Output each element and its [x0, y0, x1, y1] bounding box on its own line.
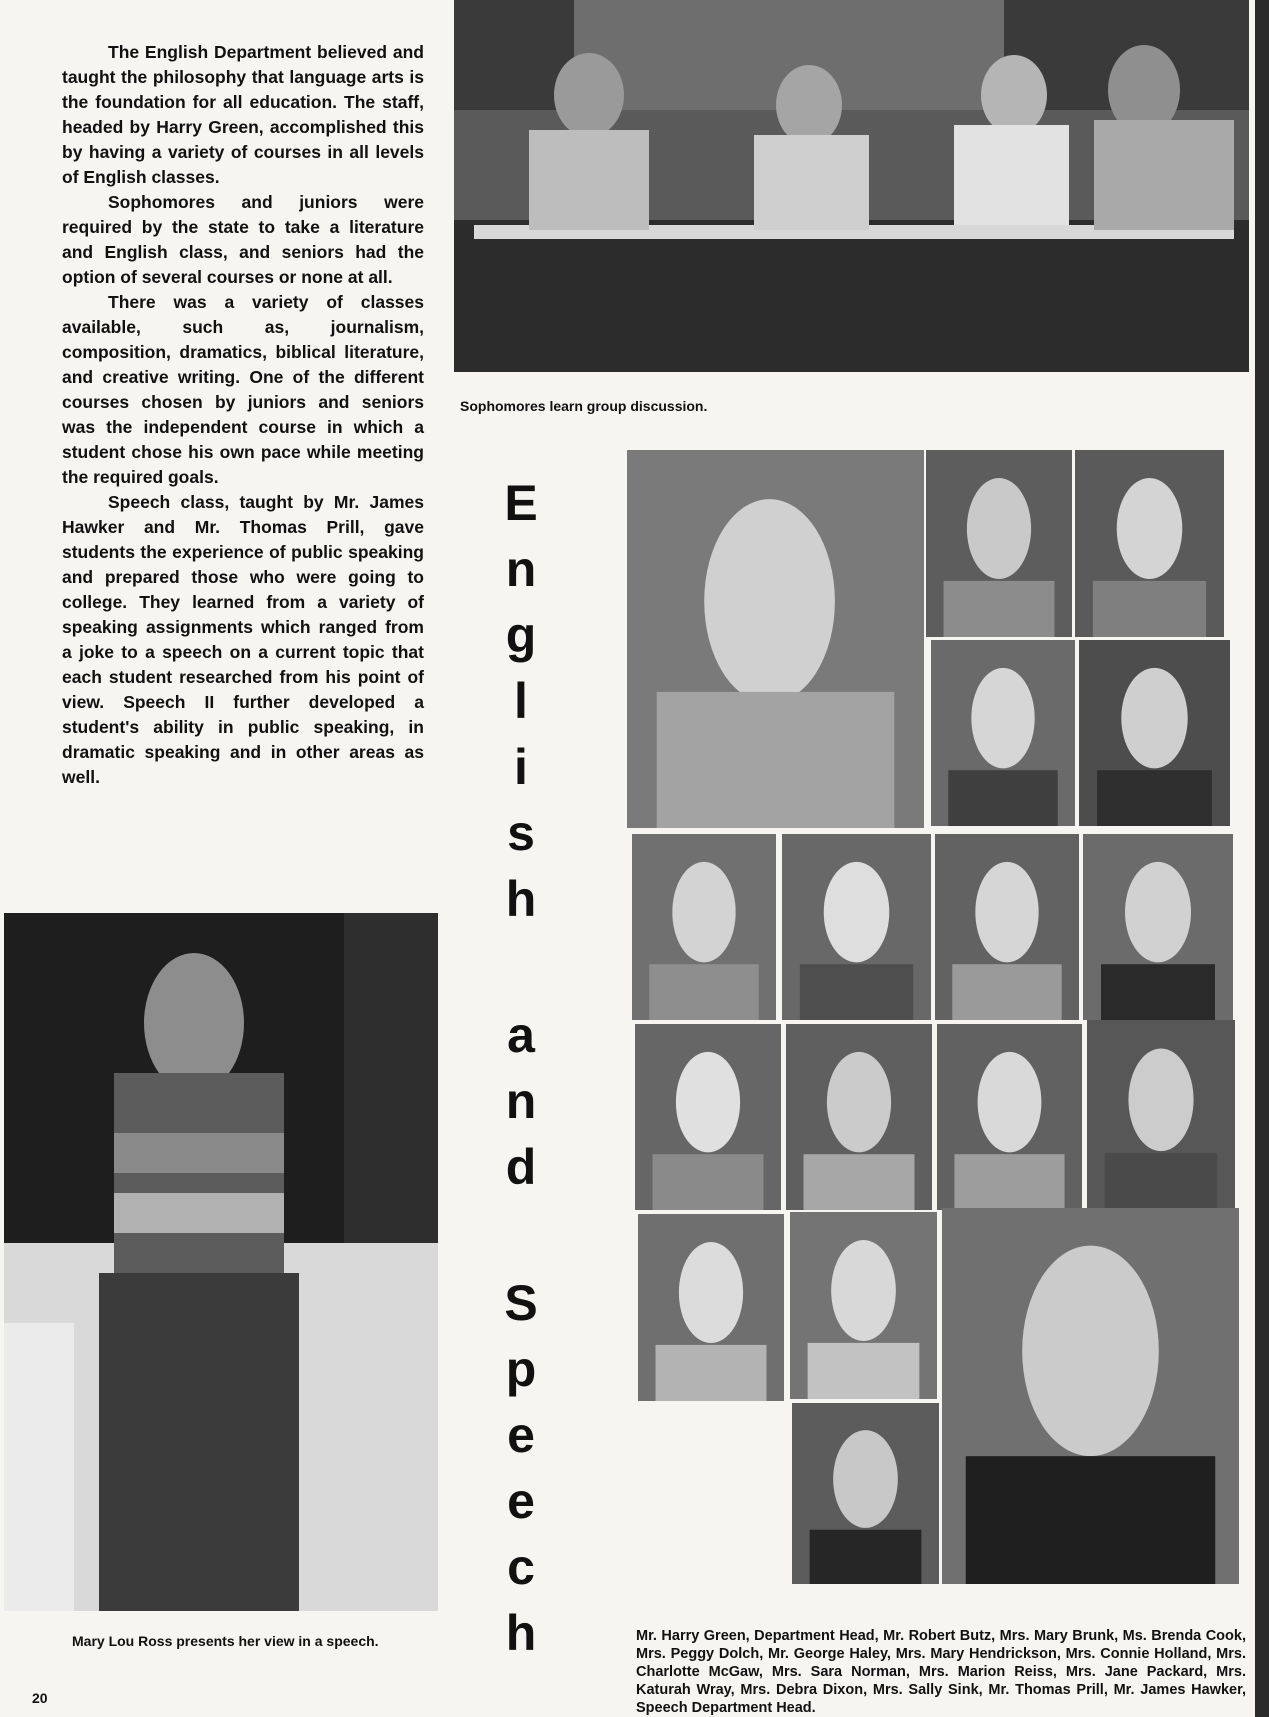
staff-portrait — [937, 1024, 1082, 1210]
speech-photo — [4, 913, 438, 1611]
title-letter: h — [505, 1605, 537, 1661]
page-number: 20 — [32, 1690, 48, 1706]
title-letter: l — [514, 673, 528, 729]
staff-portrait — [782, 834, 931, 1020]
title-letter: a — [507, 1007, 535, 1063]
section-title — [492, 470, 550, 1666]
paragraph-1: The English Department believed and taught the philosophy that language arts is the foundation for all education. The staff, headed by Harry Green, accomplished this by having a variety of courses in all levels of English classes. — [62, 42, 424, 187]
staff-portrait — [638, 1214, 784, 1401]
title-letter: d — [505, 1139, 537, 1195]
staff-caption: Mr. Harry Green, Department Head, Mr. Robert Butz, Mrs. Mary Brunk, Ms. Brenda Cook, Mrs. Peggy Dolch, Mr. George Haley, Mrs. Mary Hendrickson, Mrs. Connie Holland, Mrs. Charlotte McGaw, Mrs. Sara Norman, Mrs. Marion Reiss, Mrs. Jane Packard, Mrs. Katurah Wray, Mrs. Debra Dixon, Mrs. Sally Sink, Mr. Thomas Prill, Mr. James Hawker, Speech Department Head. — [636, 1628, 1246, 1716]
staff-portrait — [1083, 834, 1233, 1020]
staff-portrait — [931, 640, 1075, 826]
title-letter: n — [505, 541, 537, 597]
staff-portrait — [1087, 1020, 1235, 1210]
staff-portrait — [1075, 450, 1224, 637]
title-letter: p — [505, 1341, 537, 1397]
paragraph-4: Speech class, taught by Mr. James Hawker and Mr. Thomas Prill, gave students the experience of public speaking and prepared those who were going to college. They learned from a variety of speaking assignments which ranged from a joke to a speech on a current topic that each student researched from his point of view. Speech II further developed a student's ability in public speaking, in dramatic speaking and in other areas as well. — [62, 492, 424, 787]
paragraph-2: Sophomores and juniors were required by the state to take a literature and English class, and seniors had the option of several courses or none at all. — [62, 192, 424, 287]
staff-portrait — [627, 450, 924, 828]
title-letter: s — [507, 805, 535, 861]
staff-portrait — [635, 1024, 781, 1210]
staff-portrait — [786, 1024, 932, 1210]
top-photo-caption: Sophomores learn group discussion. — [460, 398, 708, 414]
staff-portrait — [926, 450, 1072, 637]
title-letter: i — [514, 739, 528, 795]
title-letter: c — [507, 1539, 535, 1595]
title-letter: g — [505, 607, 537, 663]
bottom-photo-caption: Mary Lou Ross presents her view in a speech. — [72, 1633, 379, 1649]
article-body — [62, 40, 424, 790]
staff-portrait — [790, 1212, 937, 1399]
staff-portrait — [792, 1403, 939, 1584]
staff-portrait — [935, 834, 1079, 1020]
classroom-photo — [454, 0, 1249, 372]
title-letter: E — [504, 475, 538, 531]
page-edge — [1255, 0, 1269, 1717]
staff-portrait — [1079, 640, 1230, 826]
title-letter: n — [505, 1073, 537, 1129]
title-letter: e — [507, 1473, 535, 1529]
title-letter: e — [507, 1407, 535, 1463]
paragraph-3: There was a variety of classes available, such as, journalism, composition, dramatics, biblical literature, and creative writing. One of the different courses chosen by juniors and seniors was the independent course in which a student chose his own pace while meeting the required goals. — [62, 292, 424, 487]
staff-portrait — [632, 834, 776, 1020]
title-letter: h — [505, 871, 537, 927]
title-letter: S — [504, 1275, 538, 1331]
staff-portrait — [942, 1208, 1239, 1584]
